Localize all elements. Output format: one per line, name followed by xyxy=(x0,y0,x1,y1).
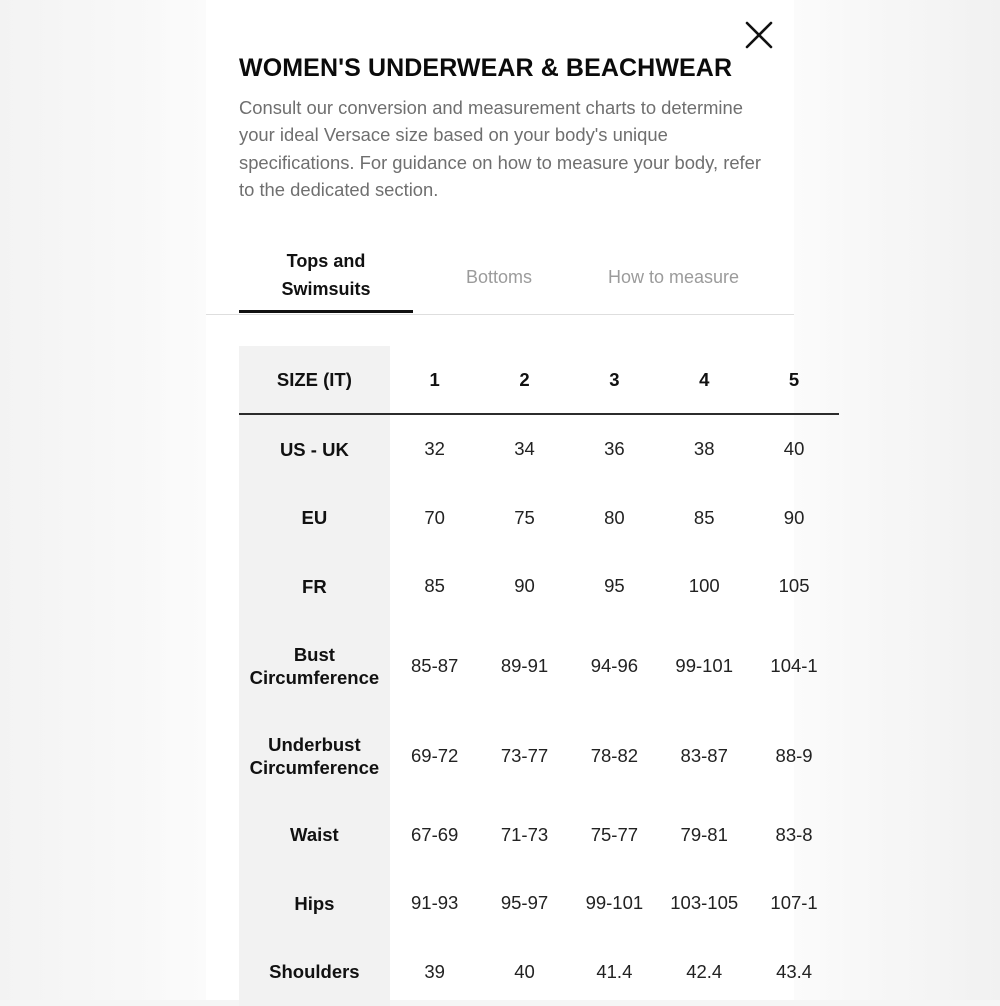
size-guide-dialog xyxy=(206,0,794,1000)
table-cell: 94-96 xyxy=(569,621,659,711)
tab-how-to-measure[interactable] xyxy=(586,240,761,313)
table-row xyxy=(239,801,839,870)
dialog-title: WOMEN'S UNDERWEAR & BEACHWEAR xyxy=(239,54,779,83)
dialog-description: Consult our conversion and measurement charts to determine your ideal Versace size based on your body's unique specifications. For guidance on how to measure your body, refer to the dedicated section. xyxy=(239,94,779,203)
table-cell: 43.4 xyxy=(749,938,839,1006)
row-label: Shoulders xyxy=(239,938,390,1006)
table-cell: 40 xyxy=(480,938,570,1006)
table-cell: 67-69 xyxy=(390,801,480,870)
table-cell: 32 xyxy=(390,414,480,484)
table-cell: 99-101 xyxy=(659,621,749,711)
table-cell: 88-9 xyxy=(749,711,839,801)
table-row xyxy=(239,484,839,553)
table-cell: 71-73 xyxy=(480,801,570,870)
table-row xyxy=(239,621,839,711)
size-column-header: 3 xyxy=(569,346,659,414)
table-cell: 104-1 xyxy=(749,621,839,711)
table-cell: 80 xyxy=(569,484,659,553)
table-cell: 83-8 xyxy=(749,801,839,870)
table-cell: 38 xyxy=(659,414,749,484)
row-label: EU xyxy=(239,484,390,553)
table-cell: 95-97 xyxy=(480,869,570,938)
table-row xyxy=(239,711,839,801)
size-column-header: 4 xyxy=(659,346,749,414)
table-row xyxy=(239,552,839,621)
table-cell: 79-81 xyxy=(659,801,749,870)
table-header-row xyxy=(239,346,839,414)
table-cell: 100 xyxy=(659,552,749,621)
close-button[interactable] xyxy=(742,18,776,52)
backdrop-left xyxy=(0,0,206,1000)
table-cell: 99-101 xyxy=(569,869,659,938)
table-cell: 91-93 xyxy=(390,869,480,938)
table-cell: 90 xyxy=(480,552,570,621)
tab-label: Tops and Swimsuits xyxy=(266,247,386,303)
table-cell: 90 xyxy=(749,484,839,553)
size-column-header: 1 xyxy=(390,346,480,414)
row-label: Bust Circumference xyxy=(239,621,390,711)
tab-label: How to measure xyxy=(608,263,739,291)
table-cell: 36 xyxy=(569,414,659,484)
size-it-header: SIZE (IT) xyxy=(239,346,390,414)
table-cell: 95 xyxy=(569,552,659,621)
table-cell: 75-77 xyxy=(569,801,659,870)
table-row xyxy=(239,938,839,1006)
row-label: FR xyxy=(239,552,390,621)
table-cell: 39 xyxy=(390,938,480,1006)
table-cell: 34 xyxy=(480,414,570,484)
table-cell: 69-72 xyxy=(390,711,480,801)
table-cell: 78-82 xyxy=(569,711,659,801)
table-cell: 85-87 xyxy=(390,621,480,711)
table-cell: 89-91 xyxy=(480,621,570,711)
tab-label: Bottoms xyxy=(466,263,532,291)
table-cell: 75 xyxy=(480,484,570,553)
size-column-header: 2 xyxy=(480,346,570,414)
row-label: Waist xyxy=(239,801,390,870)
size-column-header: 5 xyxy=(749,346,839,414)
size-guide-tabs xyxy=(206,240,794,315)
table-cell: 103-105 xyxy=(659,869,749,938)
row-label: Underbust Circumference xyxy=(239,711,390,801)
table-cell: 105 xyxy=(749,552,839,621)
row-label: Hips xyxy=(239,869,390,938)
table-cell: 85 xyxy=(390,552,480,621)
table-cell: 70 xyxy=(390,484,480,553)
table-cell: 83-87 xyxy=(659,711,749,801)
table-cell: 73-77 xyxy=(480,711,570,801)
table-cell: 85 xyxy=(659,484,749,553)
row-label: US - UK xyxy=(239,414,390,484)
table-row xyxy=(239,414,839,484)
table-row xyxy=(239,869,839,938)
tab-bottoms[interactable] xyxy=(443,240,555,313)
size-table-container[interactable] xyxy=(239,346,794,1000)
table-cell: 40 xyxy=(749,414,839,484)
size-table xyxy=(239,346,839,1006)
table-cell: 41.4 xyxy=(569,938,659,1006)
close-icon xyxy=(742,18,776,52)
table-cell: 107-1 xyxy=(749,869,839,938)
tab-tops-and-swimsuits[interactable] xyxy=(239,240,413,313)
table-cell: 42.4 xyxy=(659,938,749,1006)
